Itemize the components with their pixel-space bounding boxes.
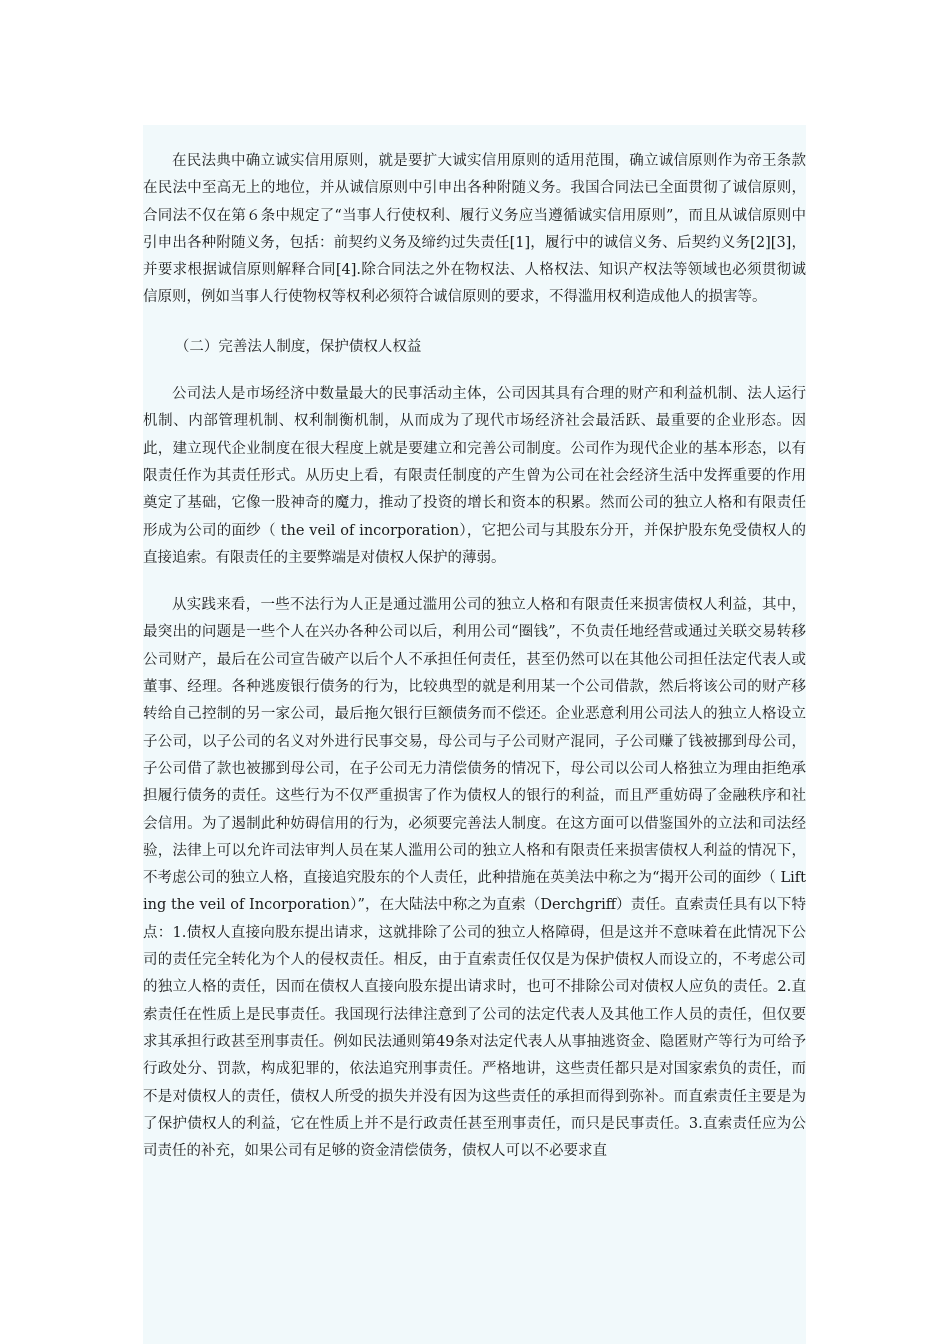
paragraph-practice-piercing-veil: 从实践来看，一些不法行为人正是通过滥用公司的独立人格和有限责任来损害债权人利益，其中，最突出的问题是一些个人在兴办各种公司以后，利用公司“圈钱”，不负责任地经营或通过关联交易转移公司财产，最后在公司宣告破产以后个人不承担任何责任，甚至仍然可以在其他公司担任法定代表人或董事、经理。各种逃废银行债务的行为，比较典型的就是利用某一个公司借款，然后将该公司的财产移转给自己控制的另一家公司，最后拖欠银行巨额债务而不偿还。企业恶意利用公司法人的独立人格设立子公司，以子公司的名义对外进行民事交易，母公司与子公司财产混同，子公司赚了钱被挪到母公司，子公司借了款也被挪到母公司，在子公司无力清偿债务的情况下，母公司以公司人格独立为理由拒绝承担履行债务的责任。这些行为不仅严重损害了作为债权人的银行的利益，而且严重妨碍了金融秩序和社会信用。为了遏制此种妨碍信用的行为，必须要完善法人制度。在这方面可以借鉴国外的立法和司法经验，法律上可以允许司法审判人员在某人滥用公司的独立人格和有限责任来损害债权人利益的情况下，不考虑公司的独立人格，直接追究股东的个人责任，此种措施在英美法中称之为“揭开公司的面纱（ Lifting the veil of Incorporation）”，在大陆法中称之为直索（Derchgriff）责任。直索责任具有以下特点：1.债权人直接向股东提出请求，这就排除了公司的独立人格障碍，但是这并不意味着在此情况下公司的责任完全转化为个人的侵权责任。相反，由于直索责任仅仅是为保护债权人而设立的，不考虑公司的独立人格的责任，因而在债权人直接向股东提出请求时，也可不排除公司对债权人应负的责任。2.直索责任在性质上是民事责任。我国现行法律注意到了公司的法定代表人及其他工作人员的责任，但仅要求其承担行政甚至刑事责任。例如民法通则第49条对法定代表人从事抽逃资金、隐匿财产等行为可给予行政处分、罚款，构成犯罪的，依法追究刑事责任。严格地讲，这些责任都只是对国家索负的责任，而不是对债权人的责任，债权人所受的损失并没有因为这些责任的承担而得到弥补。而直索责任主要是为了保护债权人的利益，它在性质上并不是行政责任甚至刑事责任，而只是民事责任。3.直索责任应为公司责任的补充，如果公司有足够的资金清偿债务，债权人可以不必要求直 <box>143 597 806 1160</box>
paragraph-company-legal-person: 公司法人是市场经济中数量最大的民事活动主体，公司因其具有合理的财产和利益机制、法人运行机制、内部管理机制、权利制衡机制，从而成为了现代市场经济社会最活跃、最重要的企业形态。因此，建立现代企业制度在很大程度上就是要建立和完善公司制度。公司作为现代企业的基本形态，以有限责任作为其责任形式。从历史上看，有限责任制度的产生曾为公司在社会经济生活中发挥重要的作用奠定了基础，它像一股神奇的魔力，推动了投资的增长和资本的积累。然而公司的独立人格和有限责任形成为公司的面纱（ the veil of incorporation），它把公司与其股东分开，并保护股东免受债权人的直接追索。有限责任的主要弊端是对债权人保护的薄弱。 <box>143 386 806 566</box>
paragraph-good-faith-principle: 在民法典中确立诚实信用原则，就是要扩大诚实信用原则的适用范围，确立诚信原则作为帝王条款在民法中至高无上的地位，并从诚信原则中引申出各种附随义务。我国合同法已全面贯彻了诚信原则，合同法不仅在第６条中规定了“当事人行使权利、履行义务应当遵循诚实信用原则”，而且从诚信原则中引申出各种附随义务，包括：前契约义务及缔约过失责任[1]，履行中的诚信义务、后契约义务[2][3]，并要求根据诚信原则解释合同[4].除合同法之外在物权法、人格权法、知识产权法等领域也必须贯彻诚信原则，例如当事人行使物权等权利必须符合诚信原则的要求，不得滥用权利造成他人的损害等。 <box>143 153 806 306</box>
document-text-column <box>143 148 806 1165</box>
section-heading-legal-person: （二）完善法人制度，保护债权人权益 <box>174 338 422 355</box>
